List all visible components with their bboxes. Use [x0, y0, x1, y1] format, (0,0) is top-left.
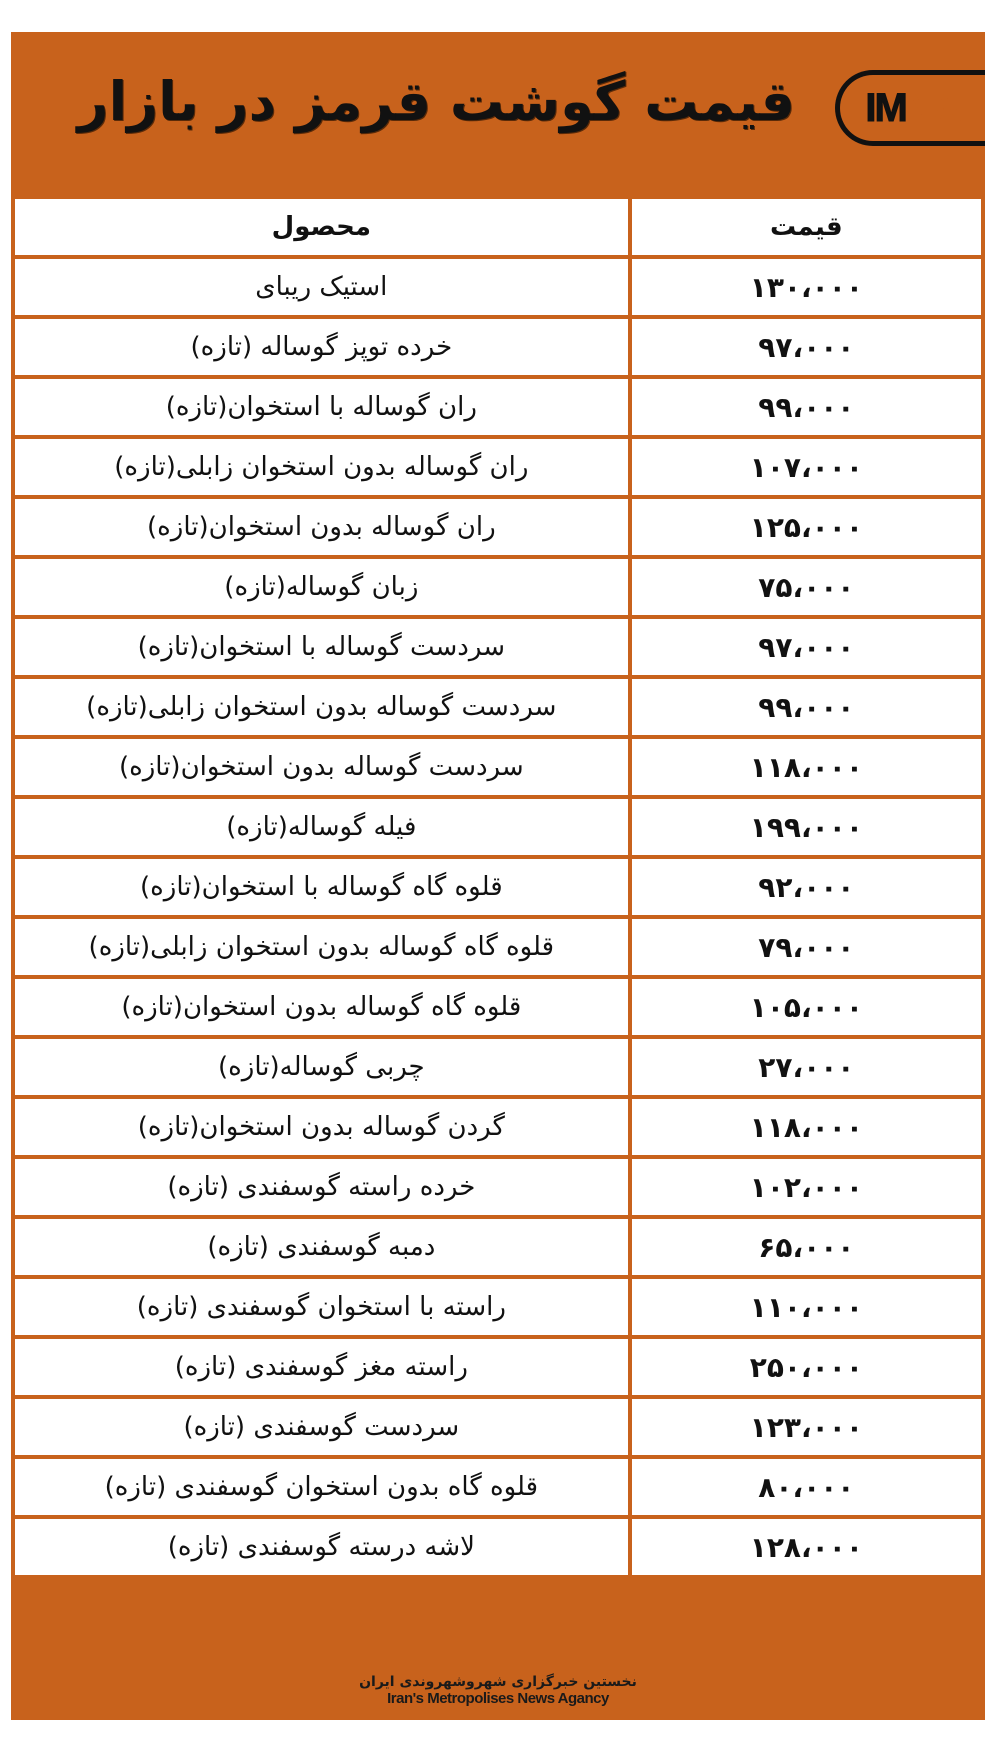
price-cell: ۹۲،۰۰۰ — [632, 859, 981, 915]
product-cell: فیله گوساله(تازه) — [15, 799, 628, 855]
product-cell: سردست گوساله بدون استخوان زابلی(تازه) — [15, 679, 628, 735]
product-cell: ران گوساله با استخوان(تازه) — [15, 379, 628, 435]
product-cell: خرده راسته گوسفندی (تازه) — [15, 1159, 628, 1215]
product-cell: خرده توپز گوساله (تازه) — [15, 319, 628, 375]
price-cell: ۱۲۵،۰۰۰ — [632, 499, 981, 555]
header — [11, 32, 985, 195]
price-infographic — [11, 32, 985, 1720]
price-table — [11, 195, 985, 1579]
product-cell: قلوه گاه گوساله بدون استخوان(تازه) — [15, 979, 628, 1035]
product-cell: قلوه گاه بدون استخوان گوسفندی (تازه) — [15, 1459, 628, 1515]
price-cell: ۱۰۵،۰۰۰ — [632, 979, 981, 1035]
table-row — [15, 1279, 981, 1335]
footer-agency-fa: نخستین خبرگزاری شهروشهروندی ایران — [359, 1674, 637, 1690]
product-cell: راسته با استخوان گوسفندی (تازه) — [15, 1279, 628, 1335]
table-row — [15, 1339, 981, 1395]
table-row — [15, 1039, 981, 1095]
table-row — [15, 619, 981, 675]
price-cell: ۶۵،۰۰۰ — [632, 1219, 981, 1275]
price-cell: ۹۹،۰۰۰ — [632, 679, 981, 735]
product-cell: قلوه گاه گوساله با استخوان(تازه) — [15, 859, 628, 915]
table-row — [15, 499, 981, 555]
product-cell: گردن گوساله بدون استخوان(تازه) — [15, 1099, 628, 1155]
price-cell: ۹۹،۰۰۰ — [632, 379, 981, 435]
price-cell: ۱۲۸،۰۰۰ — [632, 1519, 981, 1575]
price-cell: ۱۱۰،۰۰۰ — [632, 1279, 981, 1335]
price-cell: ۱۹۹،۰۰۰ — [632, 799, 981, 855]
table-row — [15, 1399, 981, 1455]
product-cell: راسته مغز گوسفندی (تازه) — [15, 1339, 628, 1395]
table-row — [15, 859, 981, 915]
product-cell: لاشه درسته گوسفندی (تازه) — [15, 1519, 628, 1575]
table-row — [15, 679, 981, 735]
table-row — [15, 919, 981, 975]
price-cell: ۲۵۰،۰۰۰ — [632, 1339, 981, 1395]
table-row — [15, 319, 981, 375]
price-cell: ۹۷،۰۰۰ — [632, 619, 981, 675]
column-header-product: محصول — [15, 199, 628, 255]
price-cell: ۸۰،۰۰۰ — [632, 1459, 981, 1515]
product-cell: سردست گوساله با استخوان(تازه) — [15, 619, 628, 675]
product-cell: سردست گوسفندی (تازه) — [15, 1399, 628, 1455]
price-cell: ۱۲۳،۰۰۰ — [632, 1399, 981, 1455]
product-cell: استیک ریبای — [15, 259, 628, 315]
table-row — [15, 559, 981, 615]
price-cell: ۷۹،۰۰۰ — [632, 919, 981, 975]
table-row — [15, 799, 981, 855]
product-cell: قلوه گاه گوساله بدون استخوان زابلی(تازه) — [15, 919, 628, 975]
page-title: قیمت گوشت قرمز در بازار — [77, 70, 795, 133]
price-cell: ۱۰۲،۰۰۰ — [632, 1159, 981, 1215]
product-cell: چربی گوساله(تازه) — [15, 1039, 628, 1095]
table-row — [15, 1099, 981, 1155]
price-cell: ۷۵،۰۰۰ — [632, 559, 981, 615]
product-cell: سردست گوساله بدون استخوان(تازه) — [15, 739, 628, 795]
product-cell: ران گوساله بدون استخوان زابلی(تازه) — [15, 439, 628, 495]
column-header-price: قیمت — [632, 199, 981, 255]
price-cell: ۱۳۰،۰۰۰ — [632, 259, 981, 315]
product-cell: دمبه گوسفندی (تازه) — [15, 1219, 628, 1275]
price-cell: ۱۰۷،۰۰۰ — [632, 439, 981, 495]
table-row — [15, 979, 981, 1035]
product-cell: زبان گوساله(تازه) — [15, 559, 628, 615]
table-row — [15, 259, 981, 315]
table-row — [15, 739, 981, 795]
table-row — [15, 1459, 981, 1515]
product-cell: ران گوساله بدون استخوان(تازه) — [15, 499, 628, 555]
price-cell: ۱۱۸،۰۰۰ — [632, 739, 981, 795]
price-cell: ۲۷،۰۰۰ — [632, 1039, 981, 1095]
imna-logo: IM NA — [835, 70, 985, 146]
price-cell: ۱۱۸،۰۰۰ — [632, 1099, 981, 1155]
table-row — [15, 1519, 981, 1575]
price-cell: ۹۷،۰۰۰ — [632, 319, 981, 375]
table-row — [15, 1159, 981, 1215]
table-header-row — [15, 199, 981, 255]
footer-agency-en: Iran's Metropolises News Agancy — [387, 1690, 609, 1707]
table-row — [15, 439, 981, 495]
table-row — [15, 1219, 981, 1275]
table-row — [15, 379, 981, 435]
footer — [11, 1668, 985, 1720]
